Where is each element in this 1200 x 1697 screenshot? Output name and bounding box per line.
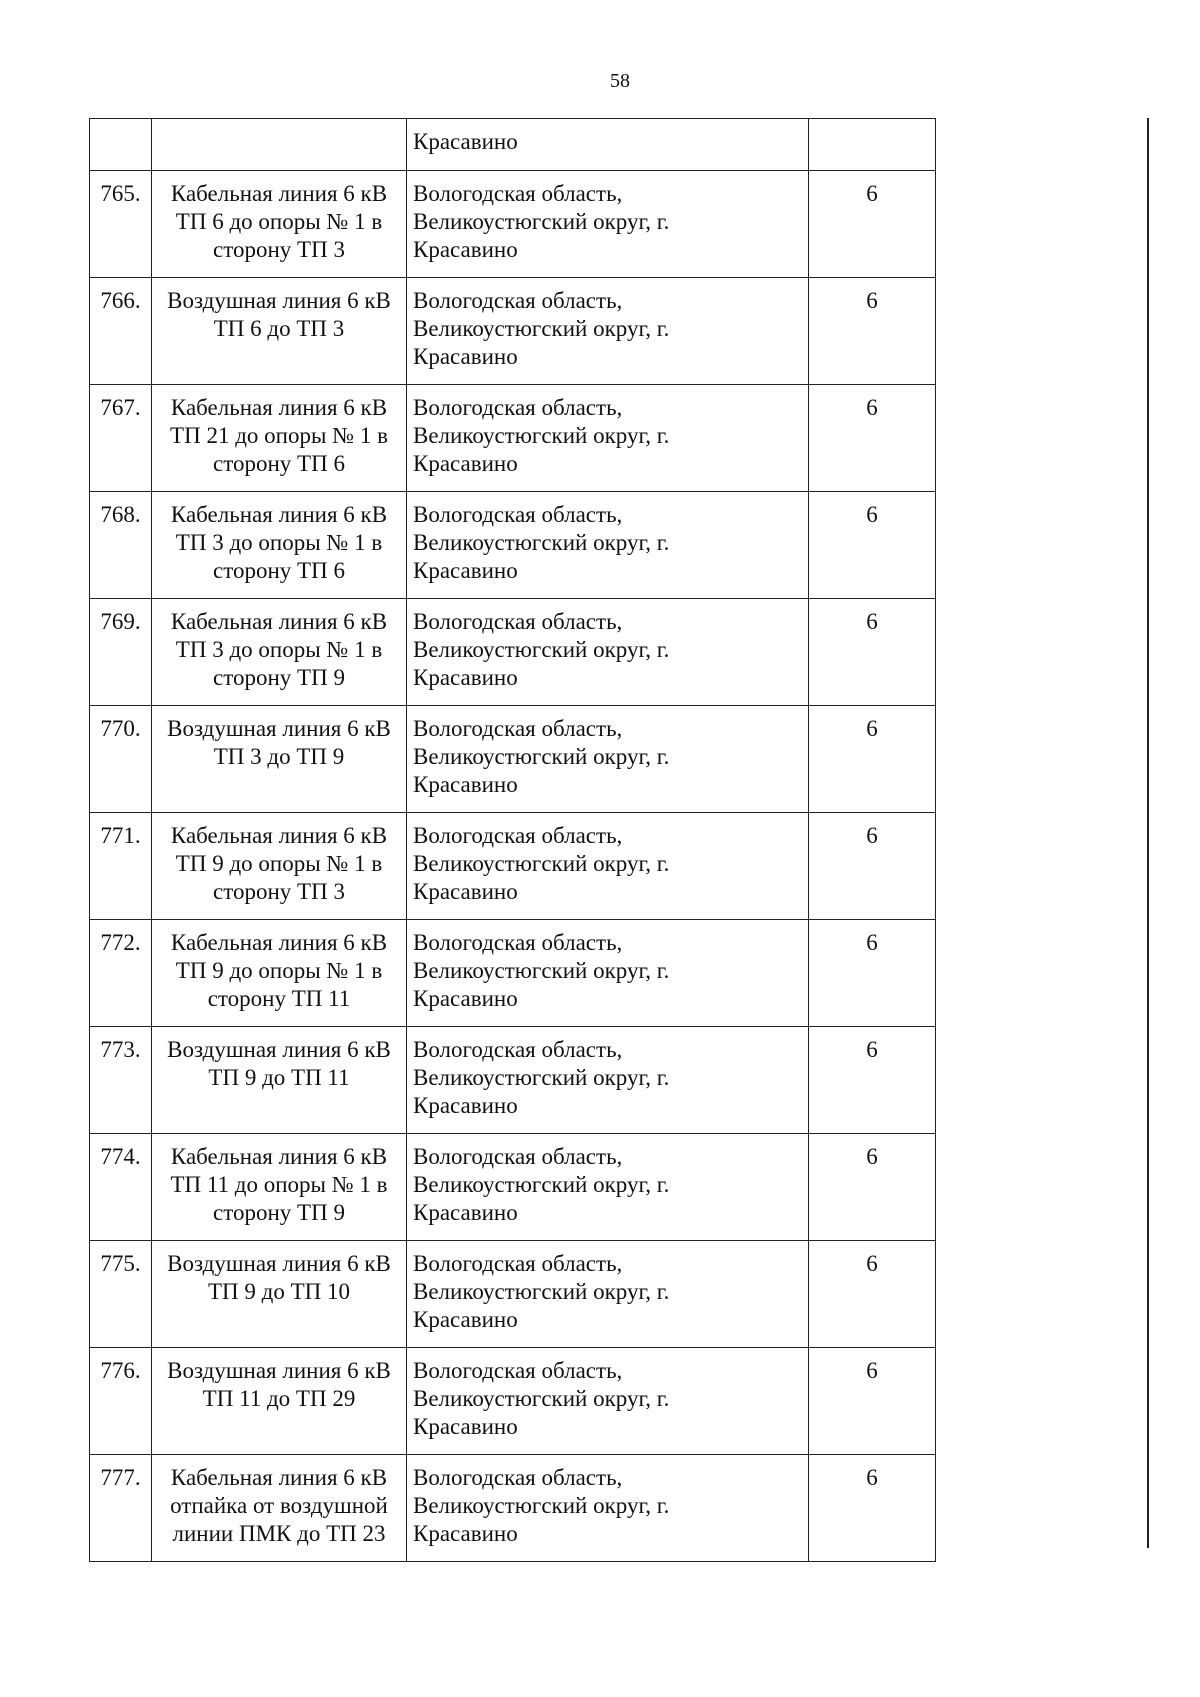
- address-line: Великоустюгский округ, г.: [413, 530, 670, 555]
- address-line: Красавино: [413, 237, 518, 262]
- address-line: Вологодская область,: [413, 823, 623, 848]
- name-line: ТП 3 до опоры № 1 в: [175, 637, 383, 662]
- cell-voltage: 6: [809, 1027, 936, 1134]
- cell-name: [152, 492, 407, 599]
- name-line: Кабельная линия 6 кВ: [170, 395, 388, 420]
- address-line: Великоустюгский округ, г.: [413, 423, 670, 448]
- name-line: Кабельная линия 6 кВ: [170, 823, 388, 848]
- cell-voltage: [809, 119, 936, 171]
- name-line: отпайка от воздушной: [170, 1493, 388, 1518]
- address-line: Красавино: [413, 665, 518, 690]
- name-line: Воздушная линия 6 кВ: [167, 288, 391, 313]
- table-row: [90, 1134, 936, 1241]
- cell-name: [152, 119, 407, 171]
- cell-number: 770.: [90, 706, 152, 813]
- cell-name: [152, 171, 407, 278]
- cell-number: 765.: [90, 171, 152, 278]
- table-body: [90, 119, 936, 1562]
- name-line: сторону ТП 3: [213, 879, 345, 904]
- cell-number: 766.: [90, 278, 152, 385]
- name-line: линии ПМК до ТП 23: [172, 1521, 386, 1546]
- table-row: [90, 492, 936, 599]
- address-line: Красавино: [413, 1414, 518, 1439]
- cell-number: 771.: [90, 813, 152, 920]
- address-line: Вологодская область,: [413, 1144, 623, 1169]
- name-line: ТП 9 до опоры № 1 в: [175, 851, 383, 876]
- address-line: Великоустюгский округ, г.: [413, 1386, 670, 1411]
- table-row: [90, 385, 936, 492]
- address-line: Великоустюгский округ, г.: [413, 851, 670, 876]
- address-line: Великоустюгский округ, г.: [413, 637, 670, 662]
- address-line: Вологодская область,: [413, 1465, 623, 1490]
- name-line: сторону ТП 11: [207, 986, 351, 1011]
- cell-address: [407, 1241, 809, 1348]
- cell-voltage: 6: [809, 813, 936, 920]
- cell-number: 774.: [90, 1134, 152, 1241]
- cell-number: 772.: [90, 920, 152, 1027]
- address-line: Вологодская область,: [413, 288, 623, 313]
- address-line: Красавино: [413, 1200, 518, 1225]
- table-row: [90, 1348, 936, 1455]
- address-line: Вологодская область,: [413, 930, 623, 955]
- cell-voltage: 6: [809, 706, 936, 813]
- cell-name: [152, 1027, 407, 1134]
- cell-address: [407, 492, 809, 599]
- address-line: Великоустюгский округ, г.: [413, 316, 670, 341]
- table-row: [90, 813, 936, 920]
- cell-address: [407, 171, 809, 278]
- cell-name: [152, 599, 407, 706]
- table-row: [90, 278, 936, 385]
- address-line: Великоустюгский округ, г.: [413, 209, 670, 234]
- cell-address: [407, 1455, 809, 1562]
- name-line: ТП 11 до ТП 29: [202, 1386, 356, 1411]
- address-line: Великоустюгский округ, г.: [413, 744, 670, 769]
- page-number: 58: [610, 70, 630, 92]
- address-line: Великоустюгский округ, г.: [413, 1493, 670, 1518]
- cell-name: [152, 1455, 407, 1562]
- cell-number: 773.: [90, 1027, 152, 1134]
- name-line: ТП 21 до опоры № 1 в: [170, 423, 388, 448]
- name-line: Воздушная линия 6 кВ: [167, 1037, 391, 1062]
- cell-number: 775.: [90, 1241, 152, 1348]
- continuation-row: [90, 119, 936, 171]
- name-line: сторону ТП 6: [213, 451, 345, 476]
- address-line: Красавино: [413, 879, 518, 904]
- table-row: [90, 599, 936, 706]
- cell-voltage: 6: [809, 492, 936, 599]
- name-line: Кабельная линия 6 кВ: [170, 609, 388, 634]
- cell-address: [407, 920, 809, 1027]
- address-line: Вологодская область,: [413, 502, 623, 527]
- cell-name: [152, 1348, 407, 1455]
- address-line: Вологодская область,: [413, 716, 623, 741]
- address-line: Великоустюгский округ, г.: [413, 1065, 670, 1090]
- address-line: Красавино: [413, 772, 518, 797]
- cell-name: [152, 706, 407, 813]
- address-line: Вологодская область,: [413, 1037, 623, 1062]
- cell-number: 769.: [90, 599, 152, 706]
- cell-address: [407, 1027, 809, 1134]
- address-line: Великоустюгский округ, г.: [413, 958, 670, 983]
- cell-name: [152, 278, 407, 385]
- address-line: Великоустюгский округ, г.: [413, 1279, 670, 1304]
- cell-name: [152, 1134, 407, 1241]
- cell-address: [407, 813, 809, 920]
- cell-voltage: 6: [809, 171, 936, 278]
- address-line: Красавино: [413, 558, 518, 583]
- name-line: ТП 11 до опоры № 1 в: [170, 1172, 388, 1197]
- name-line: Воздушная линия 6 кВ: [167, 1251, 391, 1276]
- cell-name: [152, 385, 407, 492]
- objects-table: [89, 118, 936, 1562]
- name-line: ТП 6 до опоры № 1 в: [175, 209, 383, 234]
- cell-name: [152, 920, 407, 1027]
- name-line: ТП 9 до ТП 10: [207, 1279, 351, 1304]
- cell-number: 768.: [90, 492, 152, 599]
- address-line: Вологодская область,: [413, 395, 623, 420]
- address-line: Вологодская область,: [413, 181, 623, 206]
- cell-name: [152, 1241, 407, 1348]
- cell-address: [407, 1134, 809, 1241]
- name-line: сторону ТП 9: [213, 1200, 345, 1225]
- table-row: [90, 1455, 936, 1562]
- address-line: Вологодская область,: [413, 1251, 623, 1276]
- table-row: [90, 920, 936, 1027]
- name-line: ТП 3 до опоры № 1 в: [175, 530, 383, 555]
- address-line: Великоустюгский округ, г.: [413, 1172, 670, 1197]
- cell-address: [407, 278, 809, 385]
- cell-voltage: 6: [809, 1134, 936, 1241]
- table-row: [90, 706, 936, 813]
- cell-number: 767.: [90, 385, 152, 492]
- cell-address: [407, 385, 809, 492]
- name-line: ТП 6 до ТП 3: [213, 316, 345, 341]
- cell-voltage: 6: [809, 385, 936, 492]
- address-line: Красавино: [413, 1521, 518, 1546]
- cell-voltage: 6: [809, 920, 936, 1027]
- cell-address: Красавино: [407, 119, 809, 171]
- name-line: сторону ТП 6: [213, 558, 345, 583]
- cell-number: 776.: [90, 1348, 152, 1455]
- address-line: Красавино: [413, 1093, 518, 1118]
- address-line: Красавино: [413, 1307, 518, 1332]
- name-line: Воздушная линия 6 кВ: [167, 1358, 391, 1383]
- cell-number: 777.: [90, 1455, 152, 1562]
- address-line: Красавино: [413, 986, 518, 1011]
- cell-address: [407, 599, 809, 706]
- address-line: Красавино: [413, 344, 518, 369]
- name-line: Кабельная линия 6 кВ: [170, 1144, 388, 1169]
- address-line: Вологодская область,: [413, 609, 623, 634]
- name-line: ТП 3 до ТП 9: [213, 744, 345, 769]
- table-row: [90, 171, 936, 278]
- name-line: сторону ТП 9: [213, 665, 345, 690]
- name-line: Кабельная линия 6 кВ: [170, 181, 388, 206]
- cell-address: [407, 1348, 809, 1455]
- name-line: Кабельная линия 6 кВ: [170, 930, 388, 955]
- cell-number: [90, 119, 152, 171]
- table-row: [90, 1241, 936, 1348]
- name-line: ТП 9 до ТП 11: [208, 1065, 350, 1090]
- cell-voltage: 6: [809, 1455, 936, 1562]
- margin-rule: [1147, 118, 1149, 1548]
- address-line: Вологодская область,: [413, 1358, 623, 1383]
- name-line: ТП 9 до опоры № 1 в: [175, 958, 383, 983]
- cell-name: [152, 813, 407, 920]
- cell-voltage: 6: [809, 1348, 936, 1455]
- name-line: сторону ТП 3: [213, 237, 345, 262]
- cell-voltage: 6: [809, 278, 936, 385]
- name-line: Воздушная линия 6 кВ: [167, 716, 391, 741]
- cell-voltage: 6: [809, 1241, 936, 1348]
- address-line: Красавино: [413, 451, 518, 476]
- name-line: Кабельная линия 6 кВ: [170, 1465, 388, 1490]
- cell-voltage: 6: [809, 599, 936, 706]
- cell-address: [407, 706, 809, 813]
- name-line: Кабельная линия 6 кВ: [170, 502, 388, 527]
- table-row: [90, 1027, 936, 1134]
